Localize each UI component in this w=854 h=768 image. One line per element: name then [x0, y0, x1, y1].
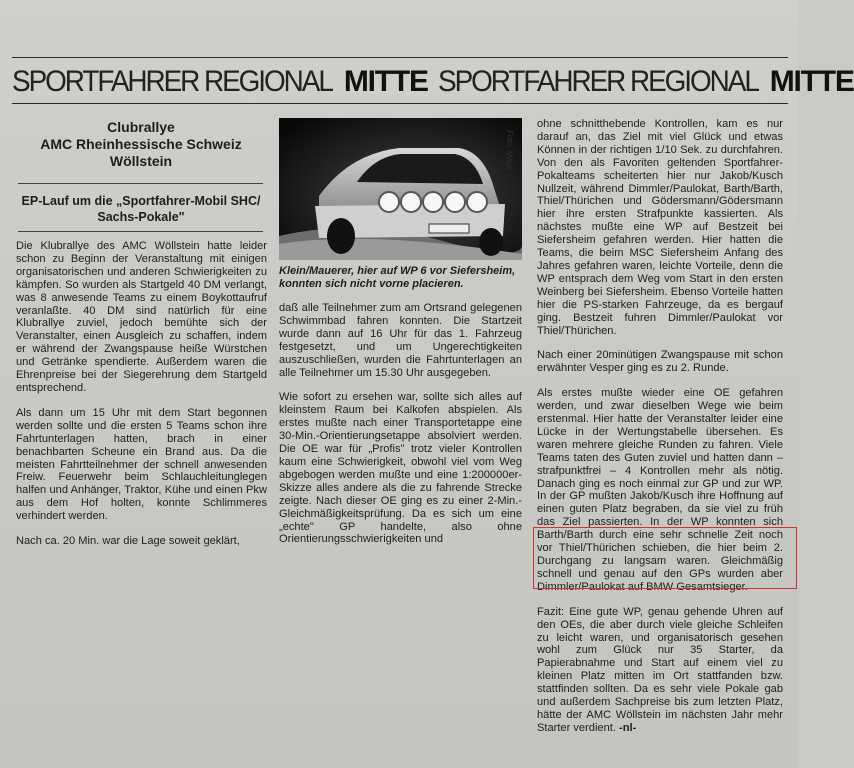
header-mitte-1: MITTE	[343, 65, 428, 98]
col3-paragraph-4	[537, 606, 783, 735]
col2-paragraph-2: Wie sofort zu ersehen war, sollte sich alles auf kleinstem Raum bei Kalkofen abspielen. Als erstes mußte nach einer Transportetappe eine 30-Min.-Orientierungsetappe absolviert werden. Die OE war für „Profis" trotz vieler Kontrollen kaum eine Schwierigkeit, obwohl viel vom Weg abgebogen werden mußte und eine 1:200000er-Skizze alles andere als die zu fahrende Strecke zeigte. Nach dieser OE ging es zu einer 2-Min.-Gleichmäßigkeitsprüfung. Da es sich um eine „echte" GP handelte, also ohne Orientierungsschwierigkeiten und	[279, 391, 522, 546]
article-title	[12, 119, 270, 170]
photo-credit: Foto: Maus	[505, 130, 514, 171]
header-mitte-2: MITTE	[769, 65, 854, 98]
header-bottom-rule	[12, 103, 788, 104]
photo-caption: Klein/Mauerer, hier auf WP 6 vor Siefersheim, konnten sich nicht vorne placieren.	[279, 265, 516, 290]
col3-paragraph-1: ohne schnitthebende Kontrollen, kam es nur darauf an, das Ziel mit viel Glück und etwas Können in der richtigen 1/10 Sek. zu durchfahren. Von den als Favoriten geltenden Sportfahrer-Pokalteams scheiterten hier nur Jakob/Kusch Nullzeit, während Dimmler/Paulokat, Barth/Barth, Thiel/Thürichen und Gödersmann/Gödersmann hier ihre ersten Strafpunkte kassierten. Als nächstes mußte eine WP auf Bestzeit bei Siefersheim gefahren werden. Hier hatten die Teams, die beim MSC Siefersheim Anfang des Jahres gefahren waren, leichte Vorteile, denn die WP entsprach dem Weg vom Start in den ersten Weinberg bei Siefersheim. Ebenso Vorteile hatten hier die PS-starken Fahrzeuge, da es bergauf ging. Bestzeit fuhren Dimmler/Paulokat vor Thiel/Thürichen.	[537, 118, 783, 337]
column-1	[16, 240, 267, 560]
fazit-text: Fazit: Eine gute WP, genau gehende Uhren auf den OEs, die aber durch viele gleiche Schleifen zu leicht waren, und organisatorisch gesehen wohl zum Glück nur 35 Starter, da Papierabnahme und Start auf einem viel zu kleinen Platz mitten im Ort stattfanden bzw. stattfinden sollten. Da es sehr viele Pokale gab und außerdem Sachpreise bis zum letzten Platz, hätte der AMC Wöllstein im nächsten Jahr mehr Starter verdient.	[537, 605, 783, 734]
col3-paragraph-3: Als erstes mußte wieder eine OE gefahren werden, und zwar dieselben Wege wie beim erstenmal. Hier hatte der Veranstalter leider eine Lücke in der Wertungstabelle übersehen. Es waren mehrere gleiche Runden zu fahren. Viele Teams taten des Guten zuviel und hatten dann – strafpunktfrei – 4 Kontrollen mehr als nötig. Danach ging es noch einmal zur GP und zur WP. In der GP mußten Jakob/Kusch ihre Hoffnung auf einen guten Platz begraben, da sie viel zu früh das Ziel passierten. In der WP konnten sich Barth/Barth durch eine sehr schnelle Zeit noch vor Thiel/Thürichen schieben, die hier beim 2. Durchgang zu langsam waren. Gleichmäßig schnell und genau auf den GPs wurden aber Dimmler/Paulokat auf BMW Gesamtsieger.	[537, 387, 783, 593]
col1-paragraph-2: Als dann um 15 Uhr mit dem Start begonnen werden sollte und die ersten 5 Teams schon ihre Fahrtunterlagen hatten, brach in einer benachbarten Scheune ein Brand aus. Da die meisten Fahrtteilnehmer der schnell anwesenden Freiw. Feuerwehr beim Schlauchleitunglegen halfen und Anhänger, Traktor, Kühe und einen Pkw aus dem Hof holten, konnte Schlimmeres verhindert werden.	[16, 406, 267, 523]
author-signature: -nl-	[619, 721, 637, 734]
col1-paragraph-1: Die Klubrallye des AMC Wöllstein hatte leider schon zu Beginn der Veranstaltung mit einigen organisatorischen und anderen Schwierigkeiten zu kämpfen. So wurden als Startgeld 40 DM verlangt, was 8 anwesende Teams zu einem Boykottaufruf veranlaßte. 40 DM sind natürlich für eine Klubrallye zuviel, jedoch bemühte sich der Veranstalter, einen Ausgleich zu schaffen, indem er während der Zwangspause heiße Würstchen und Getränke spendierte. Außerdem waren die Ehrenpreise bei der Siegerehrung dem Startgeld entsprechend.	[16, 240, 267, 394]
header-regional-2: SPORTFAHRER REGIONAL	[437, 65, 758, 98]
rally-car-photo	[279, 118, 522, 260]
article-subtitle	[12, 194, 270, 225]
col2-paragraph-1: daß alle Teilnehmer zum am Ortsrand gelegenen Schwimmbad fahren konnten. Die Startzeit wurde dann auf 16 Uhr für das 1. Fahrzeug festgesetzt, und um Ungerechtigkeiten auszuschließen, wurden die Fahrtunterlagen an alle Teilnehmer um 15.30 Uhr ausgegeben.	[279, 302, 522, 379]
title-line-3: Wöllstein	[109, 153, 173, 169]
col3-paragraph-2: Nach einer 20minütigen Zwangspause mit schon erwähnter Vesper ging es zu 2. Runde.	[537, 349, 783, 375]
col1-paragraph-3: Nach ca. 20 Min. war die Lage soweit geklärt,	[16, 535, 240, 548]
top-rule	[12, 57, 788, 58]
subtitle-line-1: EP-Lauf um die „Sportfahrer-Mobil SHC/	[21, 194, 261, 208]
subtitle-rule	[18, 231, 263, 232]
subtitle-line-2: Sachs-Pokale"	[97, 209, 185, 224]
rally-car-image	[279, 118, 522, 260]
header-regional-1: SPORTFAHRER REGIONAL	[12, 65, 332, 98]
column-2	[279, 302, 522, 558]
title-rule	[18, 183, 263, 184]
section-header	[12, 60, 854, 100]
column-3	[537, 118, 783, 735]
highlight-box	[533, 527, 797, 589]
title-line-1: Clubrallye	[107, 119, 175, 135]
title-line-2: AMC Rheinhessische Schweiz	[40, 136, 242, 152]
